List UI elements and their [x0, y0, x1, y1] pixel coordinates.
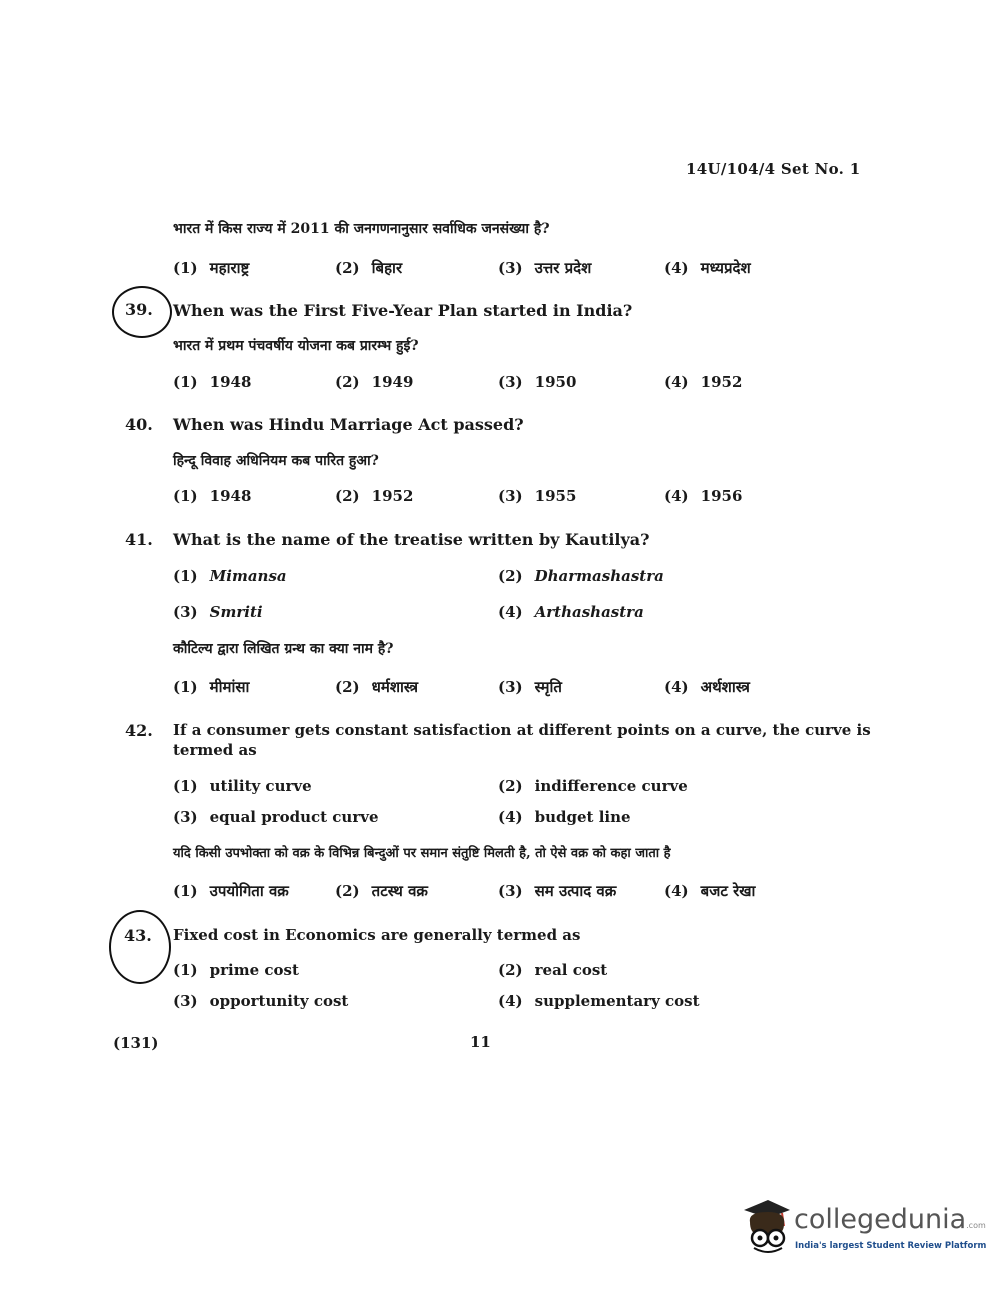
footer-code: (131) [113, 1034, 159, 1052]
q39-english-text: When was the First Five-Year Plan started in India? [173, 301, 633, 320]
q42-option-1: (1) utility curve [173, 777, 312, 795]
q39-option-4: (4) 1952 [664, 373, 743, 391]
q40-option-3: (3) 1955 [498, 487, 577, 505]
q40-option-2: (2) 1952 [335, 487, 414, 505]
q38-hindi-text: भारत में किस राज्य में 2011 की जनगणनानुसार सर्वाधिक जनसंख्या है? [173, 221, 550, 237]
q40-english-text: When was Hindu Marriage Act passed? [173, 415, 524, 434]
q42-number: 42. [125, 721, 153, 740]
q38-option-2: (2) बिहार [335, 259, 403, 277]
q42-hindi-option-4: (4) बजट रेखा [664, 882, 756, 900]
logo-tagline: India's largest Student Review Platform [795, 1241, 987, 1251]
q39-hindi-text: भारत में प्रथम पंचवर्षीय योजना कब प्रारम्भ हुई? [173, 338, 419, 354]
q42-hindi-option-1: (1) उपयोगिता वक्र [173, 882, 289, 900]
q43-option-3: (3) opportunity cost [173, 992, 349, 1010]
page-number: 11 [470, 1033, 491, 1051]
collegedunia-logo [738, 1196, 987, 1258]
q39-option-3: (3) 1950 [498, 373, 577, 391]
q42-hindi-option-3: (3) सम उत्पाद वक्र [498, 882, 617, 900]
q41-hindi-option-4: (4) अर्थशास्त्र [664, 678, 750, 696]
q43-hand-drawn-circle [109, 910, 171, 984]
q41-option-1: (1) Mimansa [173, 567, 287, 585]
q43-option-1: (1) prime cost [173, 961, 299, 979]
q39-option-2: (2) 1949 [335, 373, 414, 391]
q43-english-text: Fixed cost in Economics are generally termed as [173, 926, 581, 944]
student-mascot-icon [738, 1196, 794, 1258]
q40-option-4: (4) 1956 [664, 487, 743, 505]
q43-option-2: (2) real cost [498, 961, 608, 979]
q42-option-2: (2) indifference curve [498, 777, 688, 795]
q41-option-3: (3) Smriti [173, 603, 263, 621]
q42-english-text-line2: termed as [173, 741, 257, 759]
q38-option-3: (3) उत्तर प्रदेश [498, 259, 592, 277]
q41-hindi-option-1: (1) मीमांसा [173, 678, 250, 696]
q43-option-4: (4) supplementary cost [498, 992, 700, 1010]
q41-option-2: (2) Dharmashastra [498, 567, 664, 585]
q42-option-4: (4) budget line [498, 808, 631, 826]
q42-hindi-text: यदि किसी उपभोक्ता को वक्र के विभिन्न बिन्दुओं पर समान संतुष्टि मिलती है, तो ऐसे वक्र को कहा जाता है [173, 846, 671, 861]
q38-option-1: (1) महाराष्ट्र [173, 259, 250, 277]
q39-option-1: (1) 1948 [173, 373, 252, 391]
q41-hindi-text: कौटिल्य द्वारा लिखित ग्रन्थ का क्या नाम है? [173, 641, 394, 657]
q40-option-1: (1) 1948 [173, 487, 252, 505]
logo-wordmark: collegedunia.com [794, 1204, 986, 1235]
q42-english-text-line1: If a consumer gets constant satisfaction at different points on a curve, the curve is [173, 721, 871, 739]
q41-english-text: What is the name of the treatise written by Kautilya? [173, 530, 650, 549]
q43-number: 43. [124, 926, 152, 945]
q41-number: 41. [125, 530, 153, 549]
q42-hindi-option-2: (2) तटस्थ वक्र [335, 882, 428, 900]
q41-option-4: (4) Arthashastra [498, 603, 644, 621]
q41-hindi-option-2: (2) धर्मशास्त्र [335, 678, 419, 696]
q39-number: 39. [125, 300, 153, 319]
q38-option-4: (4) मध्यप्रदेश [664, 259, 751, 277]
q41-hindi-option-3: (3) स्मृति [498, 678, 562, 696]
q40-number: 40. [125, 415, 153, 434]
q40-hindi-text: हिन्दू विवाह अधिनियम कब पारित हुआ? [173, 453, 379, 469]
q42-option-3: (3) equal product curve [173, 808, 379, 826]
paper-code: 14U/104/4 Set No. 1 [686, 160, 861, 178]
